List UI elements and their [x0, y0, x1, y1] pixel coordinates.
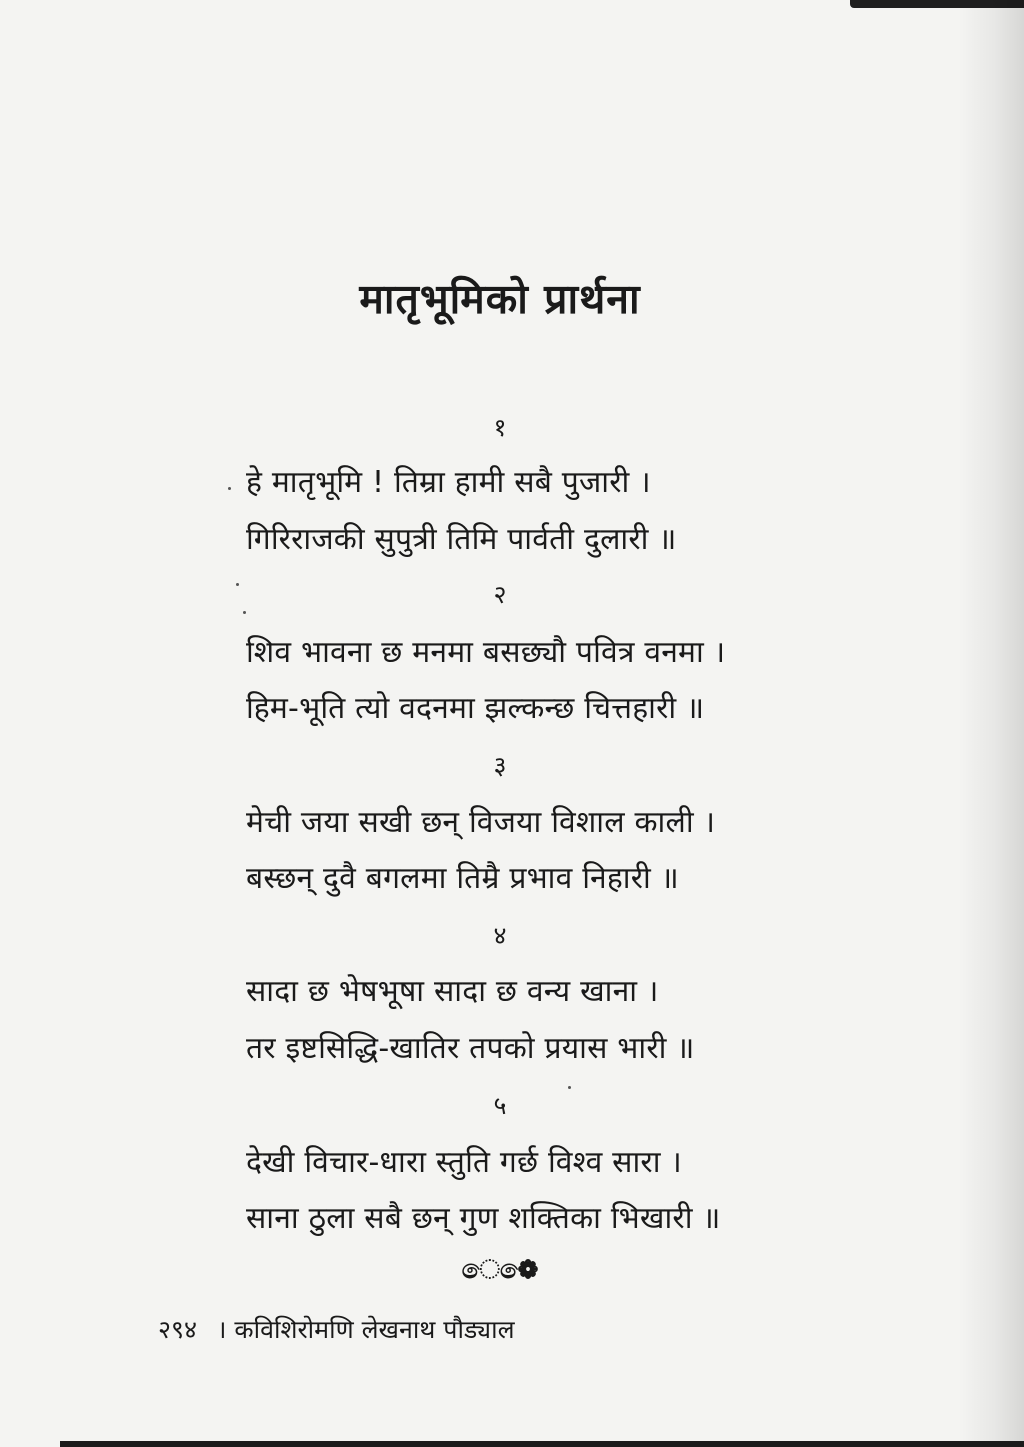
verse-line: मेची जया सखी छन् विजया विशाल काली ।: [246, 805, 716, 840]
verse-line: हे मातृभूमि ! तिम्रा हामी सबै पुजारी ।: [246, 465, 651, 500]
page-number: २९४: [158, 1315, 198, 1344]
running-title: । कविशिरोमणि लेखनाथ पौड्याल: [216, 1315, 515, 1344]
verse-line: सादा छ भेषभूषा सादा छ वन्य खाना ।: [246, 974, 659, 1009]
verse-line: साना ठुला सबै छन् गुण शक्तिका भिखारी ॥: [246, 1201, 721, 1236]
poem-title: मातृभूमिको प्रार्थना: [359, 275, 641, 323]
verse-line: शिव भावना छ मनमा बसछ्यौ पवित्र वनमा ।: [246, 635, 726, 670]
verse-line: गिरिराजकी सुपुत्री तिमि पार्वती दुलारी ॥: [246, 522, 677, 557]
verse-line: बस्छन् दुवै बगलमा तिम्रै प्रभाव निहारी ॥: [246, 861, 679, 896]
page-edge-bottom: [60, 1441, 1024, 1447]
speck: [228, 487, 231, 490]
verse-line: तर इष्टसिद्धि-खातिर तपको प्रयास भारी ॥: [246, 1031, 695, 1066]
page-footer: [158, 1312, 515, 1346]
stanza-number: १: [493, 413, 507, 442]
ornament-divider: ෙ❁ෙ: [461, 1255, 539, 1285]
stanza-number: ३: [493, 751, 507, 780]
speck: [243, 611, 246, 614]
verse-line: हिम-भूति त्यो वदनमा झल्कन्छ चित्तहारी ॥: [246, 691, 705, 726]
verse-line: देखी विचार-धारा स्तुति गर्छ विश्व सारा ।: [246, 1145, 682, 1180]
stanza-number: २: [493, 580, 507, 609]
page-edge-shadow: [958, 0, 1024, 1447]
stanza-number: ५: [493, 1091, 507, 1120]
stanza-number: ४: [493, 921, 507, 950]
